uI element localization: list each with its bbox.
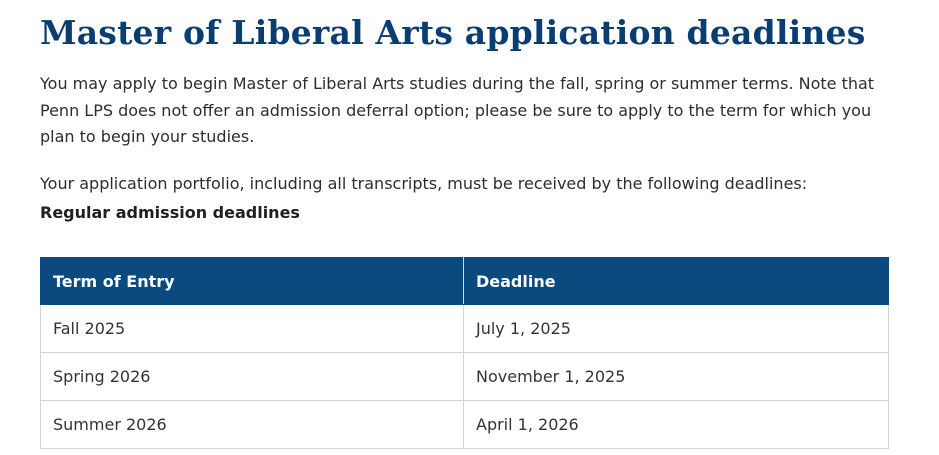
deadline-cell: July 1, 2025 <box>464 305 889 353</box>
deadline-cell: November 1, 2025 <box>464 353 889 401</box>
column-header-term: Term of Entry <box>41 258 464 305</box>
portfolio-paragraph: Your application portfolio, including all transcripts, must be received by the following deadlines: <box>40 174 808 193</box>
table-row <box>41 401 889 449</box>
term-cell: Summer 2026 <box>41 401 464 449</box>
term-cell: Fall 2025 <box>41 305 464 353</box>
column-header-deadline: Deadline <box>464 258 889 305</box>
table-header-row <box>41 258 889 305</box>
table-row <box>41 305 889 353</box>
table-row <box>41 353 889 401</box>
term-cell: Spring 2026 <box>41 353 464 401</box>
deadlines-table <box>40 257 889 449</box>
intro-paragraph: You may apply to begin Master of Liberal Arts studies during the fall, spring or summer terms. Note that Penn LPS does not offer an admission deferral option; please be sure to apply to the term for which you plan to begin your studies. <box>40 74 875 146</box>
deadlines-subheading: Regular admission deadlines <box>40 203 300 222</box>
page-title: Master of Liberal Arts application deadlines <box>40 13 866 52</box>
deadline-cell: April 1, 2026 <box>464 401 889 449</box>
